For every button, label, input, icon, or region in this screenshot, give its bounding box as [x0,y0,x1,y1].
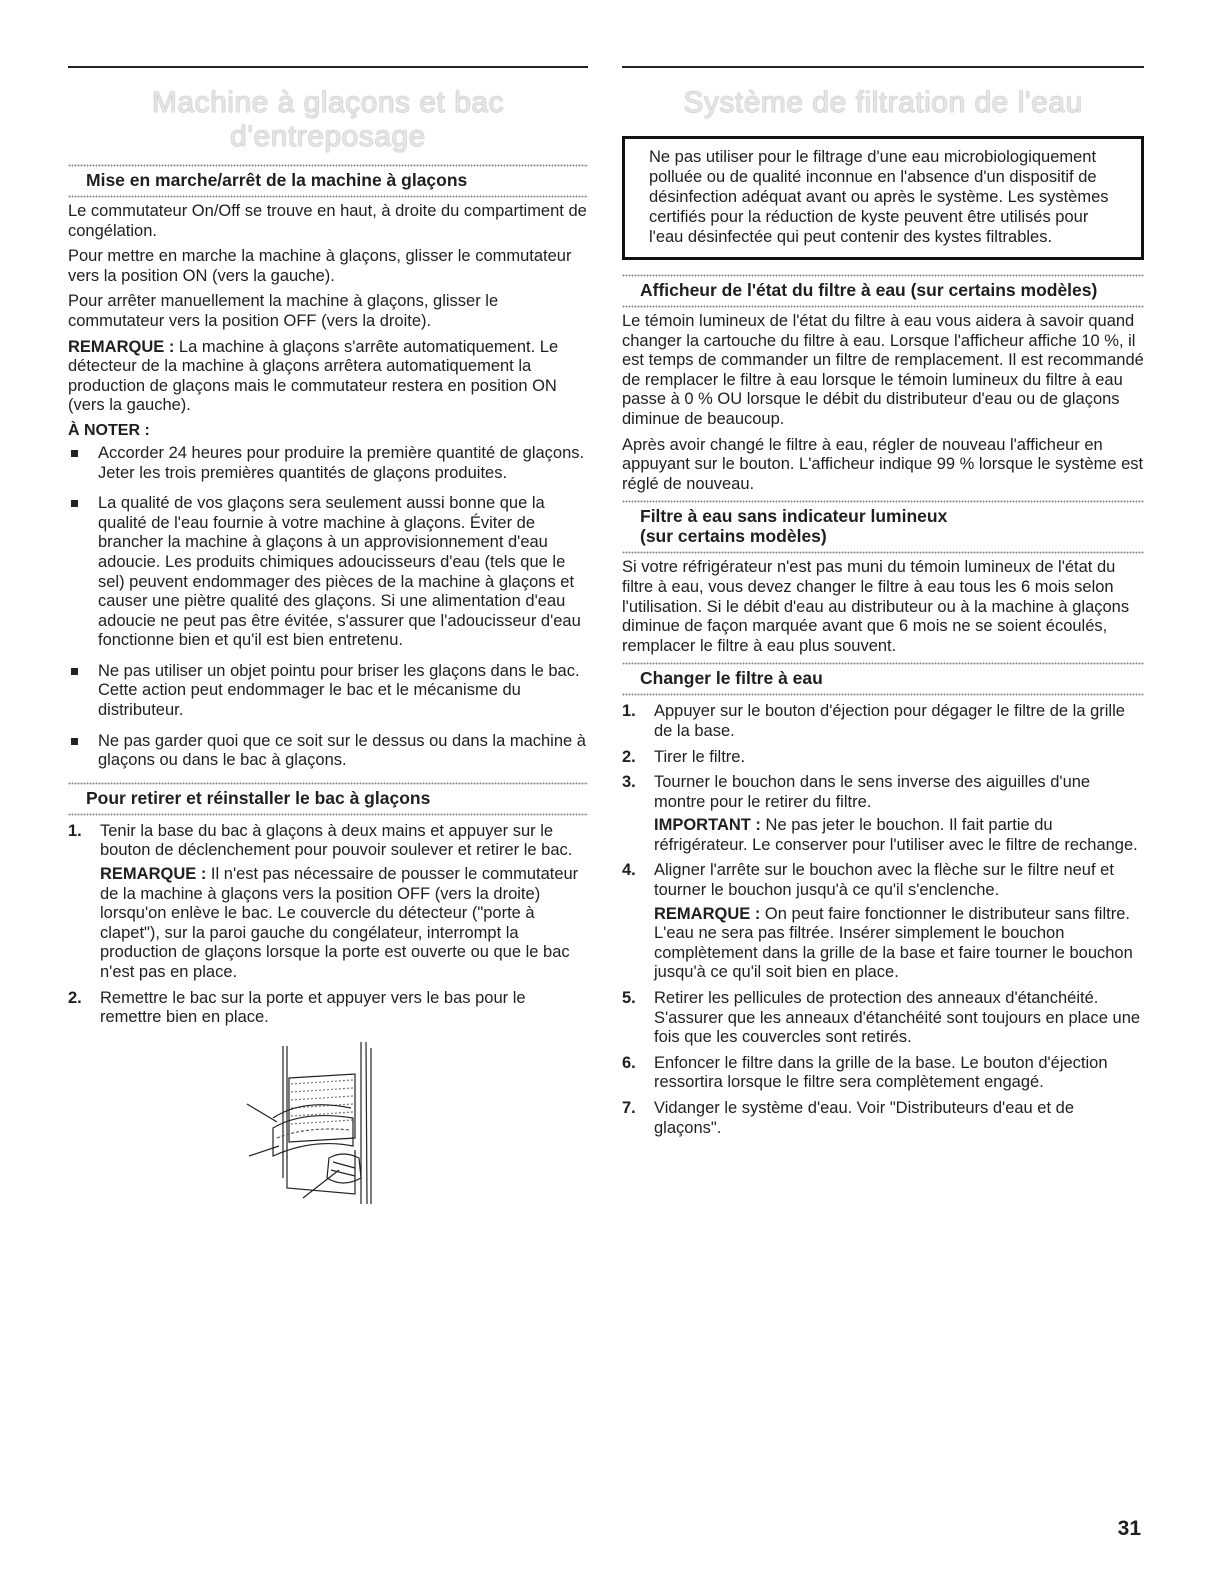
dotted-divider [68,195,588,198]
dotted-divider [622,274,1144,277]
square-bullet-icon [71,668,78,675]
section-top-rule [622,66,1144,68]
step-note-text: On peut faire fonctionner le distributeur sans filtre. L'eau ne sera pas filtrée. Insérer simplement le bouchon complètement dans la grille de la base et faire tourner le bouchon jusqu'à ce qu'il soit bien en place. [654,904,1133,982]
step-text: Tirer le filtre. [654,747,746,766]
warning-box [622,136,1144,260]
page-number: 31 [1117,1517,1141,1540]
steps-list [622,702,1144,1138]
step-item [622,702,1144,741]
square-bullet-icon [71,500,78,507]
list-item [68,662,588,721]
heading-line: (sur certains modèles) [640,526,827,547]
step-item [622,1099,1144,1138]
step-text: Vidanger le système d'eau. Voir "Distributeurs d'eau et de glaçons". [654,1099,1075,1137]
step-item [622,861,1144,983]
step-text: Appuyer sur le bouton d'éjection pour dégager le filtre de la grille de la base. [654,702,1125,740]
section-title-ice-maker: Machine à glaçons et bac d'entreposage [151,86,505,153]
step-note-text: Ne pas jeter le bouchon. Il fait partie du réfrigérateur. Le conserver pour l'utiliser avec le filtre de rechange. [654,816,1138,854]
dotted-divider [622,500,1144,503]
warning-text: Ne pas utiliser pour le filtrage d'une eau microbiologiquement polluée ou de qualité inconnue en l'absence d'un dispositif de désinfection adéquat avant ou après le système. Les systèmes certifiés pour la réduction de kyste peuvent être utilisés pour l'eau désinfectée qui peut contenir des kystes filtrables. [649,148,1109,246]
paragraph: Pour arrêter manuellement la machine à glaçons, glisser le commutateur vers la position OFF (vers la droite). [68,292,499,330]
list-item [68,732,588,771]
step-number: 2. [68,988,82,1007]
step-text: Tenir la base du bac à glaçons à deux mains et appuyer sur le bouton de déclenchement pour pouvoir soulever et retirer le bac. [100,821,573,860]
step-note [100,865,588,983]
paragraph: Le commutateur On/Off se trouve en haut, à droite du compartiment de congélation. [68,202,587,240]
ice-bin-illustration [243,1038,413,1208]
square-bullet-icon [71,738,78,745]
step-number: 6. [622,1053,636,1072]
left-column [68,66,588,1208]
remarque-paragraph [68,338,588,416]
section-title-water-filtration: Système de filtration de l'eau [683,86,1083,119]
heading-change-filter: Changer le filtre à eau [640,668,823,689]
list-item-text: Ne pas garder quoi que ce soit sur le dessus ou dans la machine à glaçons ou dans le bac à glaçons. [98,731,586,770]
section-top-rule [68,66,588,68]
step-item [622,1054,1144,1093]
step-number: 1. [622,702,636,721]
right-column [622,66,1144,1144]
step-note-label: REMARQUE : [654,904,761,923]
step-note [654,816,1144,855]
steps-list [68,822,588,1028]
step-number: 1. [68,821,82,840]
step-text: Enfoncer le filtre dans la grille de la base. Le bouton d'éjection ressortira lorsque le filtre sera complètement engagé. [654,1053,1108,1092]
dotted-divider [622,305,1144,308]
step-item [622,748,1144,768]
list-item-text: Accorder 24 heures pour produire la première quantité de glaçons. Jeter les trois premières quantités de glaçons produites. [98,443,585,482]
heading-line: Filtre à eau sans indicateur lumineux [640,506,948,527]
dotted-divider [622,551,1144,554]
paragraph: Le témoin lumineux de l'état du filtre à eau vous aidera à savoir quand changer la cartouche du filtre à eau. Lorsque l'afficheur affiche 10 %, il est temps de commander un filtre de remplacement. Il est recommandé de remplacer le filtre à eau lorsque le témoin lumineux du filtre à eau passe à 0 % OU lorsque le débit du distributeur d'eau ou de glaçons diminue de beaucoup. [622,312,1144,428]
step-number: 2. [622,747,636,766]
a-noter-heading: À NOTER : [68,421,150,439]
heading-filter-status-display: Afficheur de l'état du filtre à eau (sur certains modèles) [640,280,1098,300]
paragraph: Après avoir changé le filtre à eau, régler de nouveau l'afficheur en appuyant sur le bouton. L'afficheur indique 99 % lorsque le système est réglé de nouveau. [622,435,1144,493]
list-item [68,444,588,483]
list-item-text: La qualité de vos glaçons sera seulement aussi bonne que la qualité de l'eau fournie à votre machine à glaçons. Éviter de brancher la machine à glaçons à un approvisionnement d'eau adoucie. Les produits chimiques adoucisseurs d'eau (tels que le sel) peuvent endommager des pièces de la machine à glaçons et causer une piètre qualité des glaçons. Si une alimentation d'eau adoucie ne peut pas être évitée, s'assurer que l'adoucisseur d'eau fonctionne bien et qu'il est bien entretenu. [98,494,581,650]
step-text: Aligner l'arrête sur le bouchon avec la flèche sur le filtre neuf et tourner le bouchon jusqu'à ce qu'il s'enclenche. [654,861,1114,900]
step-number: 5. [622,989,636,1008]
step-number: 7. [622,1099,636,1117]
dotted-divider [68,782,588,785]
dotted-divider [68,813,588,816]
step-item [68,989,588,1028]
dotted-divider [622,662,1144,665]
dotted-divider [622,693,1144,696]
square-bullet-icon [71,450,78,457]
heading-filter-no-indicator [622,506,1144,546]
step-note-label: IMPORTANT : [654,816,761,835]
step-text: Tourner le bouchon dans le sens inverse des aiguilles d'une montre pour le retirer du filtre. [654,773,1091,811]
paragraph: Si votre réfrigérateur n'est pas muni du témoin lumineux de l'état du filtre à eau, vous devez changer le filtre à eau tous les 6 mois selon l'utilisation. Si le débit d'eau au distributeur ou à la machine à glaçons diminue de façon marquée avant que 6 mois ne se soient écoulés, remplacer le filtre à eau plus souvent. [622,558,1130,655]
list-item [68,494,588,651]
step-text: Remettre le bac sur la porte et appuyer vers le bas pour le remettre bien en place. [100,988,526,1027]
step-item [68,822,588,983]
step-number: 3. [622,773,636,792]
step-note [654,905,1144,983]
dotted-divider [68,164,588,167]
step-number: 4. [622,861,636,880]
heading-remove-ice-bin: Pour retirer et réinstaller le bac à glaçons [86,787,431,808]
step-note-label: REMARQUE : [100,865,207,884]
heading-ice-maker-on-off: Mise en marche/arrêt de la machine à glaçons [86,170,468,190]
step-note-text: Il n'est pas nécessaire de pousser le commutateur de la machine à glaçons vers la position OFF (vers la droite) lorsqu'on enlève le bac. Le couvercle du détecteur ("porte à clapet"), sur la paroi gauche du congélateur, interrompt la production de glaçons lorsque la porte est ouverte ou que le bac n'est pas en place. [100,865,579,981]
step-item [622,773,1144,855]
step-item [622,989,1144,1048]
remarque-label: REMARQUE : [68,337,175,356]
remarque-text: La machine à glaçons s'arrête automatiquement. Le détecteur de la machine à glaçons arrêtera automatiquement la production de glaçons mais le commutateur restera en position ON (vers la gauche). [68,337,559,415]
paragraph: Pour mettre en marche la machine à glaçons, glisser le commutateur vers la position ON (vers la gauche). [68,247,572,285]
notes-list [68,444,588,771]
list-item-text: Ne pas utiliser un objet pointu pour briser les glaçons dans le bac. Cette action peut endommager le bac et le mécanisme du distributeur. [98,661,580,720]
step-text: Retirer les pellicules de protection des anneaux d'étanchéité. S'assurer que les anneaux d'étanchéité sont toujours en place une fois que les couvercles sont retirés. [654,989,1141,1047]
